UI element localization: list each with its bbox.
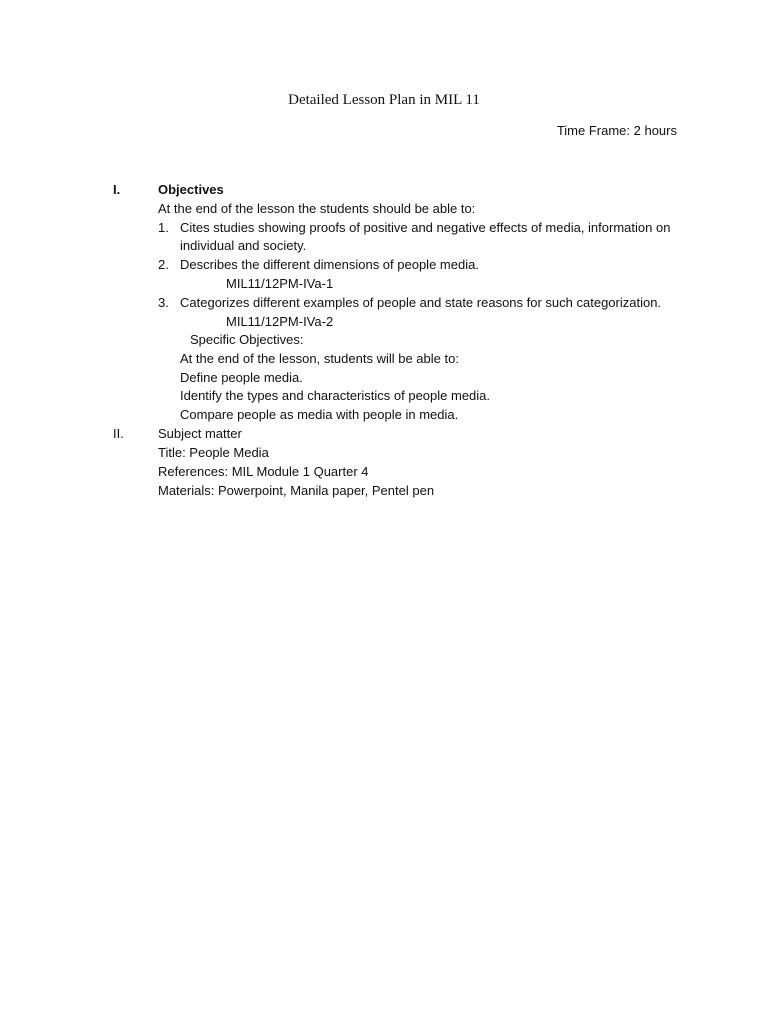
specific-objectives-heading: Specific Objectives: bbox=[190, 332, 304, 347]
objective-2-code: MIL11/12PM-IVa-1 bbox=[226, 276, 334, 291]
objectives-intro: At the end of the lesson the students should be able to: bbox=[158, 201, 476, 216]
objective-1-number: 1. bbox=[158, 220, 169, 235]
objective-3-text: Categorizes different examples of people and state reasons for such categorization. bbox=[180, 295, 662, 310]
objective-1-text: Cites studies showing proofs of positive and negative effects of media, information on bbox=[180, 220, 671, 235]
document-title: Detailed Lesson Plan in MIL 11 bbox=[288, 92, 480, 108]
objective-2-text: Describes the different dimensions of people media. bbox=[180, 257, 479, 272]
subject-title: Title: People Media bbox=[158, 445, 269, 460]
section-1-heading: Objectives bbox=[158, 182, 224, 197]
objective-1-text-continued: individual and society. bbox=[180, 238, 307, 253]
section-2-heading: Subject matter bbox=[158, 426, 242, 441]
subject-references: References: MIL Module 1 Quarter 4 bbox=[158, 464, 369, 479]
section-1-numeral: I. bbox=[113, 182, 121, 197]
subject-materials: Materials: Powerpoint, Manila paper, Pentel pen bbox=[158, 483, 435, 498]
specific-objective-3: Compare people as media with people in media. bbox=[180, 407, 459, 422]
time-frame: Time Frame: 2 hours bbox=[556, 123, 677, 138]
specific-objective-2: Identify the types and characteristics of people media. bbox=[180, 388, 491, 403]
objective-2-number: 2. bbox=[158, 257, 169, 272]
specific-objective-1: Define people media. bbox=[180, 370, 303, 385]
specific-objectives-intro: At the end of the lesson, students will be able to: bbox=[180, 351, 459, 366]
section-2-numeral: II. bbox=[113, 426, 124, 441]
objective-3-code: MIL11/12PM-IVa-2 bbox=[226, 314, 334, 329]
objective-3-number: 3. bbox=[158, 295, 169, 310]
